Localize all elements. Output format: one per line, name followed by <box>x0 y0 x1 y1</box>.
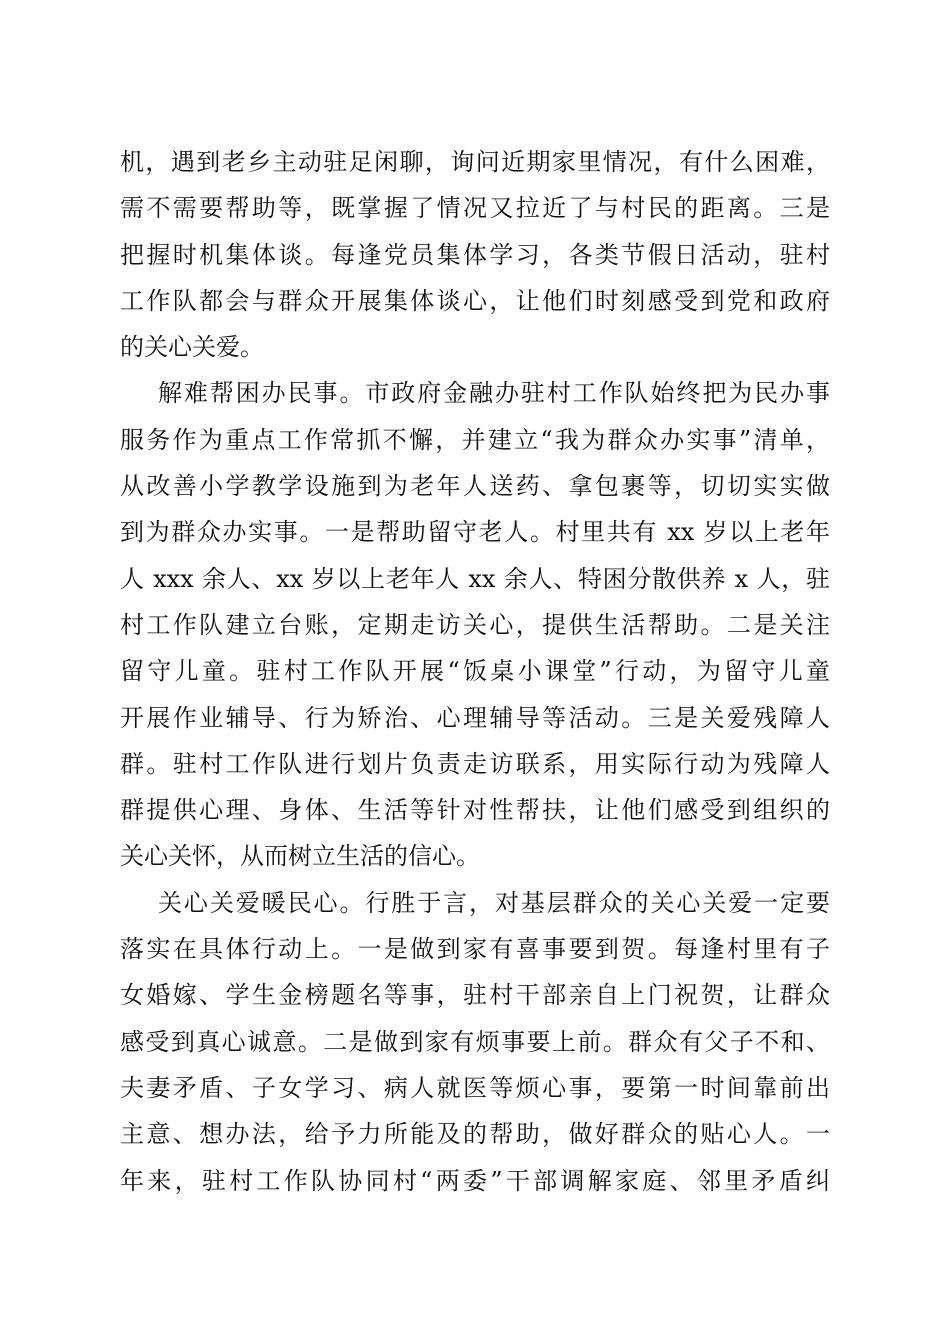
text-line: 村工作队建立台账，定期走访关心，提供生活帮助。二是关注 <box>120 610 830 639</box>
text-line: 的关心关爱。 <box>120 333 264 362</box>
text-line: 关心关怀，从而树立生活的信心。 <box>120 842 480 871</box>
text-line: 服务作为重点工作常抓不懈，并建立“我为群众办实事”清单， <box>120 425 830 454</box>
text-line: 人 xxx 余人、xx 岁以上老年人 xx 余人、特困分散供养 x 人，驻 <box>120 564 830 593</box>
text-line: 年来，驻村工作队协同村“两委”干部调解家庭、邻里矛盾纠 <box>120 1166 830 1195</box>
text-line: 把握时机集体谈。每逢党员集体学习，各类节假日活动，驻村 <box>120 240 830 269</box>
text-line: 从改善小学教学设施到为老年人送药、拿包裹等，切切实实做 <box>120 472 830 501</box>
text-line: 开展作业辅导、行为矫治、心理辅导等活动。三是关爱残障人 <box>120 703 830 732</box>
text-line: 需不需要帮助等，既掌握了情况又拉近了与村民的距离。三是 <box>120 194 830 223</box>
text-line: 女婚嫁、学生金榜题名等事，驻村干部亲自上门祝贺，让群众 <box>120 981 830 1010</box>
text-line: 落实在具体行动上。一是做到家有喜事要到贺。每逢村里有子 <box>120 935 830 964</box>
text-line: 群提供心理、身体、生活等针对性帮扶，让他们感受到组织的 <box>120 796 830 825</box>
text-line: 夫妻矛盾、子女学习、病人就医等烦心事，要第一时间靠前出 <box>120 1073 830 1102</box>
text-line: 到为群众办实事。一是帮助留守老人。村里共有 xx 岁以上老年 <box>120 518 830 547</box>
text-line: 主意、想办法，给予力所能及的帮助，做好群众的贴心人。一 <box>120 1120 830 1149</box>
text-line: 群。驻村工作队进行划片负责走访联系，用实际行动为残障人 <box>120 749 830 778</box>
paragraph-first-line: 关心关爱暖民心。行胜于言，对基层群众的关心关爱一定要 <box>158 888 830 917</box>
text-line: 机，遇到老乡主动驻足闲聊，询问近期家里情况，有什么困难， <box>120 148 830 176</box>
text-line: 工作队都会与群众开展集体谈心，让他们时刻感受到党和政府 <box>120 286 830 315</box>
document-body <box>120 139 830 1204</box>
text-line: 感受到真心诚意。二是做到家有烦事要上前。群众有父子不和、 <box>120 1027 830 1056</box>
text-line: 留守儿童。驻村工作队开展“饭桌小课堂”行动，为留守儿童 <box>120 657 830 686</box>
paragraph-first-line: 解难帮困办民事。市政府金融办驻村工作队始终把为民办事 <box>158 379 830 408</box>
